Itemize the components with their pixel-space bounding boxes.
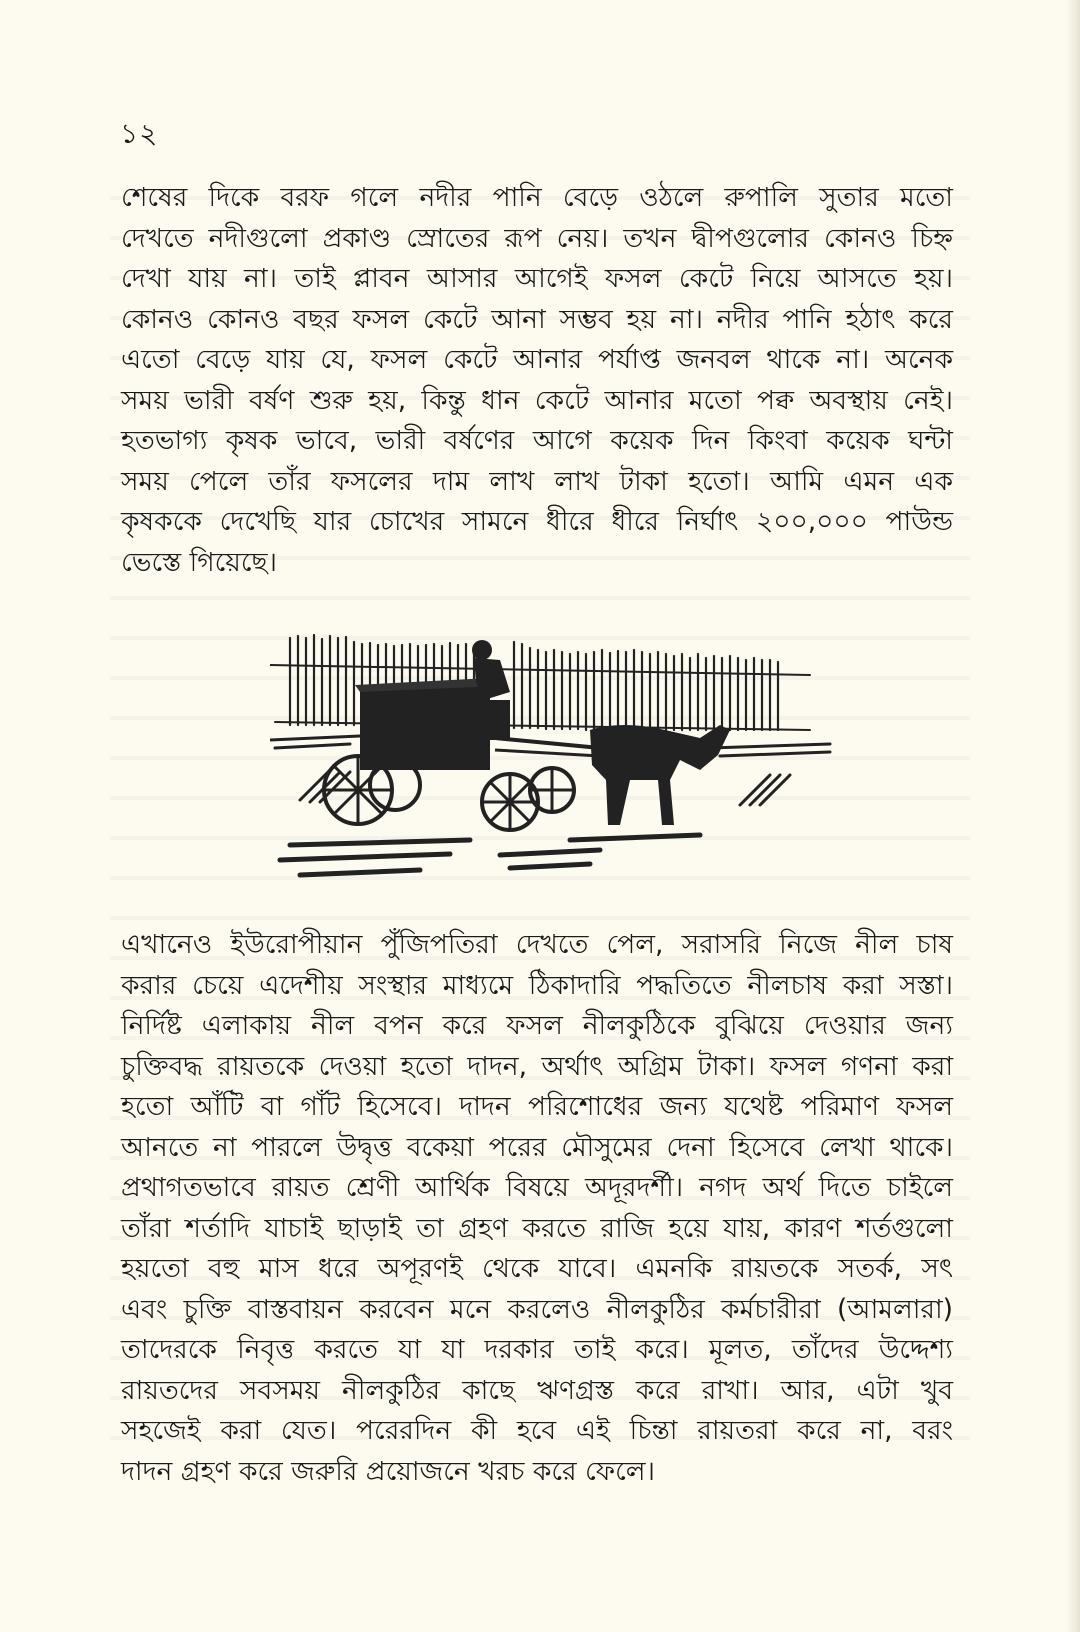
page-edge-shadow: [1066, 0, 1080, 1632]
text-line: এতো বেড়ে যায় যে, ফসল কেটে আনার পর্যাপ্ত জনবল থাকে না। অনেক: [121, 344, 953, 375]
text-line: দেখা যায় না। তাই প্লাবন আসার আগেই ফসল কেটে নিয়ে আসতে হয়।: [121, 263, 953, 294]
text-line: এখানেও ইউরোপীয়ান পুঁজিপতিরা দেখতে পেল, সরাসরি নিজে নীল চাষ: [121, 929, 953, 960]
text-line: নির্দিষ্ট এলাকায় নীল বপন করে ফসল নীলকুঠিকে বুঝিয়ে দেওয়ার জন্য: [121, 1010, 953, 1041]
text-line: ভেস্তে গিয়েছে।: [121, 546, 278, 578]
text-line: হতো আঁটি বা গাঁট হিসেবে। দাদন পরিশোধের জন্য যথেষ্ট পরিমাণ ফসল: [121, 1091, 953, 1122]
paragraph-1: [121, 178, 953, 583]
text-line: এবং চুক্তি বাস্তবায়ন করবেন মনে করলেও নীলকুঠির কর্মচারীরা (আমলারা): [121, 1293, 953, 1325]
text-line: রায়তদের সবসময় নীলকুঠির কাছে ঋণগ্রস্ত করে রাখা। আর, এটা খুব: [121, 1374, 953, 1406]
paragraph-2: [121, 925, 953, 1492]
text-line: শেষের দিকে বরফ গলে নদীর পানি বেড়ে ওঠলে রুপালি সুতার মতো: [121, 182, 953, 213]
text-line: আনতে না পারলে উদ্বৃত্ত বকেয়া পরের মৌসুমের দেনা হিসেবে লেখা থাকে।: [121, 1131, 953, 1163]
page-number: ১২: [120, 117, 159, 150]
text-line: প্রথাগতভাবে রায়ত শ্রেণী আর্থিক বিষয়ে অদূরদর্শী। নগদ অর্থ দিতে চাইলে: [121, 1172, 953, 1203]
text-line: সময় পেলে তাঁর ফসলের দাম লাখ লাখ টাকা হতো। আমি এমন এক: [121, 465, 953, 497]
text-line: তাদেরকে নিবৃত্ত করতে যা যা দরকার তাই করে। মূলত, তাঁদের উদ্দেশ্য: [121, 1334, 953, 1365]
text-line: কোনও কোনও বছর ফসল কেটে আনা সম্ভব হয় না। নদীর পানি হঠাৎ করে: [121, 303, 953, 335]
text-line: দেখতে নদীগুলো প্রকাণ্ড স্রোতের রূপ নেয়। তখন দ্বীপগুলোর কোনও চিহ্ন: [121, 222, 953, 254]
text-line: হয়তো বহু মাস ধরে অপূরণই থেকে যাবে। এমনকি রায়তকে সতর্ক, সৎ: [121, 1253, 953, 1284]
text-line: দাদন গ্রহণ করে জরুরি প্রয়োজনে খরচ করে ফেলে।: [121, 1455, 656, 1487]
text-line: হতভাগ্য কৃষক ভাবে, ভারী বর্ষণের আগে কয়েক দিন কিংবা কয়েক ঘন্টা: [121, 425, 953, 456]
text-line: করার চেয়ে এদেশীয় সংস্থার মাধ্যমে ঠিকাদারি পদ্ধতিতে নীলচাষ করা সস্তা।: [121, 969, 953, 1001]
text-line: চুক্তিবদ্ধ রায়তকে দেওয়া হতো দাদন, অর্থাৎ অগ্রিম টাকা। ফসল গণনা করা: [121, 1050, 953, 1082]
text-line: সহজেই করা যেত। পরেরদিন কী হবে এই চিন্তা রায়তরা করে না, বরং: [121, 1415, 953, 1446]
text-line: কৃষককে দেখেছি যার চোখের সামনে ধীরে ধীরে নির্ঘাৎ ২০০,০০০ পাউন্ড: [121, 506, 953, 537]
text-line: সময় ভারী বর্ষণ শুরু হয়, কিন্তু ধান কেটে আনার মতো পক্ব অবস্থায় নেই।: [121, 384, 953, 416]
text-line: তাঁরা শর্তাদি যাচাই ছাড়াই তা গ্রহণ করতে রাজি হয়ে যায়, কারণ শর্তগুলো: [121, 1212, 953, 1244]
horse-carriage-illustration: [270, 630, 850, 890]
